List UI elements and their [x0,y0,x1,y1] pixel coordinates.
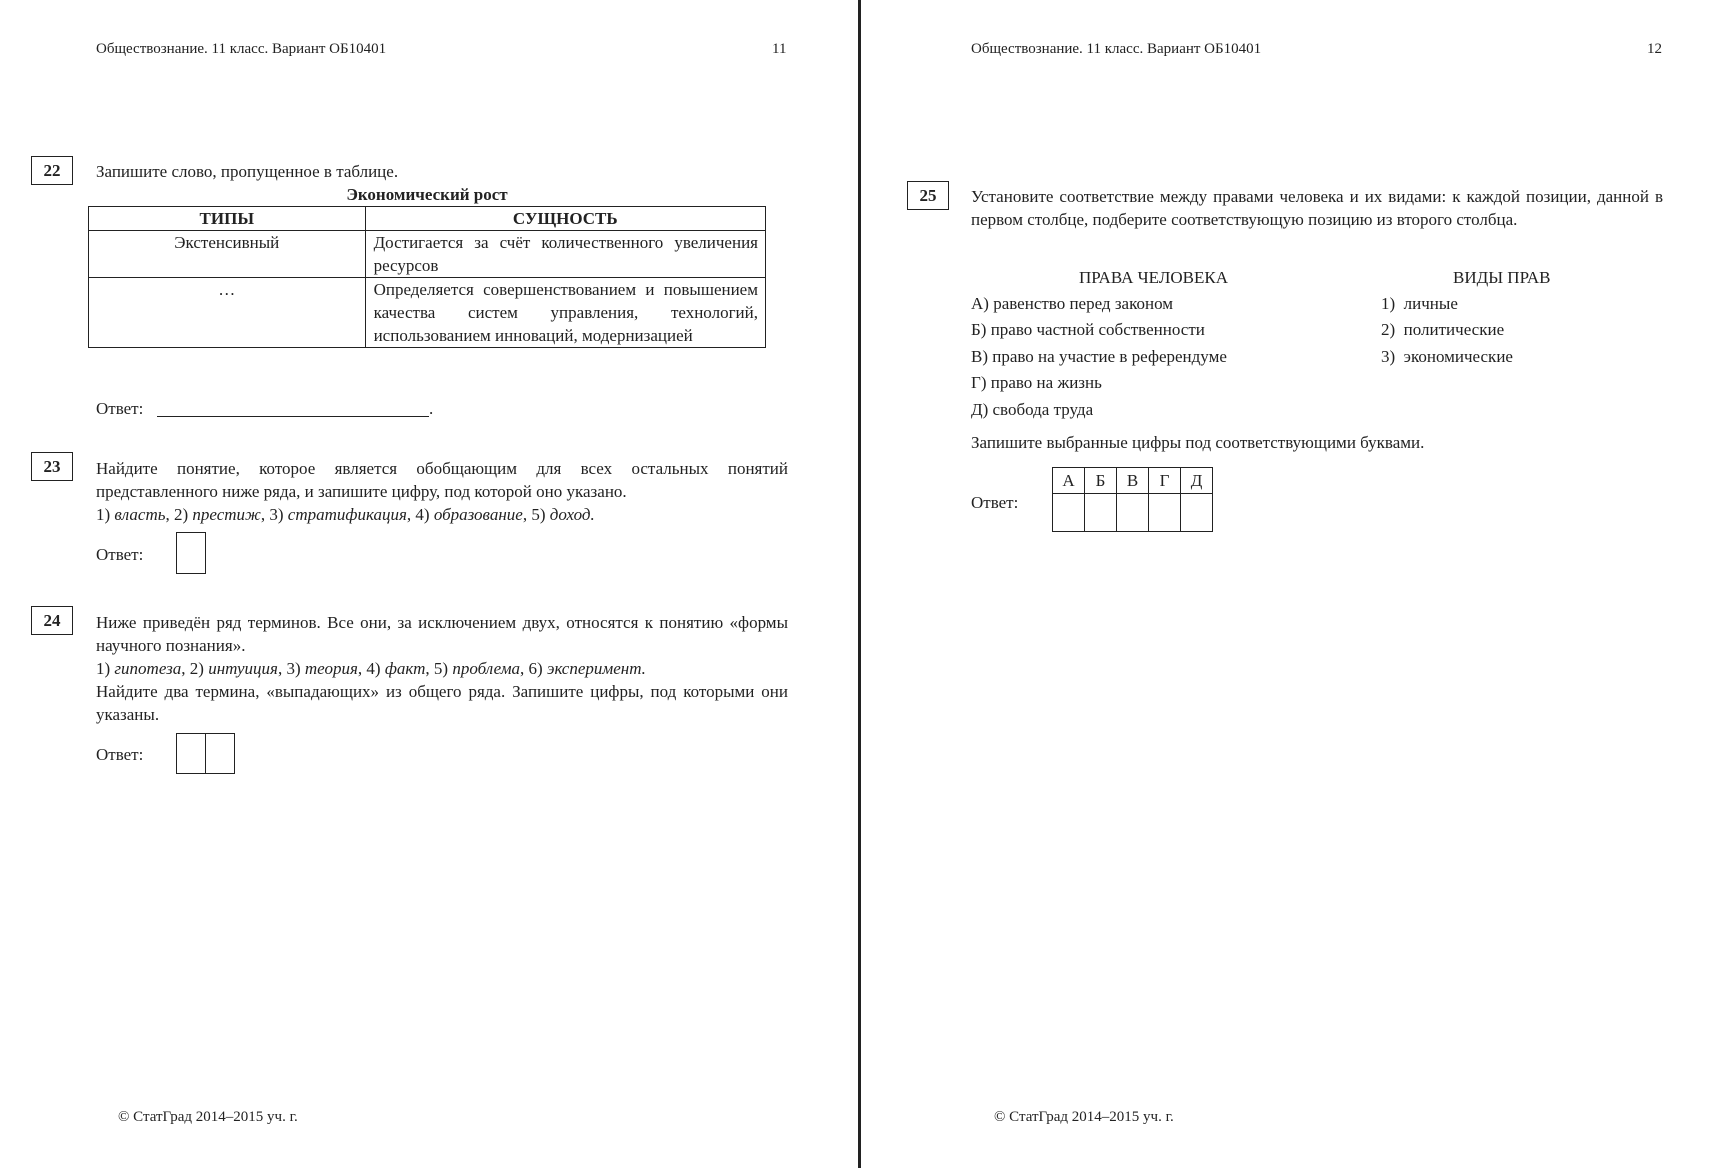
question-number-24: 24 [31,606,73,635]
grid-letter-v: В [1117,468,1149,494]
list-item: Д) свобода труда [971,400,1094,419]
page-number: 12 [1647,41,1662,57]
page-header: Обществознание. 11 класс. Вариант ОБ10401 [971,41,1262,57]
table-row [89,278,766,348]
q23-answer-label: Ответ: [96,545,144,564]
page-footer: © СтатГрад 2014–2015 уч. г. [994,1109,1174,1125]
page-number: 11 [772,41,787,57]
q22-table [88,206,766,348]
grid-answer-cell-d[interactable] [1181,494,1213,532]
q24-answer-box-2[interactable] [205,733,235,774]
q25-instruction: Запишите выбранные цифры под соответствующими буквами. [971,433,1425,452]
q22-prompt: Запишите слово, пропущенное в таблице. [96,162,399,181]
q22-row1-desc: Достигается за счёт количественного увеличения ресурсов [365,231,765,278]
page-footer: © СтатГрад 2014–2015 уч. г. [118,1109,298,1125]
q22-table-title: Экономический рост [346,185,508,204]
q22-answer-period: . [429,399,434,418]
q25-text: Установите соответствие между правами человека и их видами: к каждой позиции, данной в первом столбце, подберите соответствующую позицию из второго столбца. [971,187,1663,229]
table-row [89,231,766,278]
q24-options: 1) гипотеза, 2) интуиция, 3) теория, 4) факт, 5) проблема, 6) эксперимент. [96,659,646,678]
q22-answer-line[interactable] [157,416,429,417]
left-page [0,0,858,1168]
list-item: 3) экономические [1381,347,1513,366]
grid-answer-cell-a[interactable] [1053,494,1085,532]
list-item: 2) политические [1381,320,1505,339]
right-page [861,0,1718,1168]
list-item: А) равенство перед законом [971,294,1174,313]
grid-letter-g: Г [1149,468,1181,494]
q23-text: Найдите понятие, которое является обобщающим для всех остальных понятий представленного ниже ряда, и запишите цифру, под которой оно указано. [96,459,788,501]
q24-text2: Найдите два термина, «выпадающих» из общего ряда. Запишите цифры, под которыми они указаны. [96,682,788,724]
q22-row1-type: Экстенсивный [89,231,366,278]
q23-answer-box[interactable] [176,532,206,574]
question-number-22: 22 [31,156,73,185]
q23-options: 1) власть, 2) престиж, 3) стратификация, 4) образование, 5) доход. [96,505,595,524]
grid-letter-d: Д [1181,468,1213,494]
page-header: Обществознание. 11 класс. Вариант ОБ10401 [96,41,387,57]
grid-answer-cell-v[interactable] [1117,494,1149,532]
list-item: В) право на участие в референдуме [971,347,1227,366]
q25-left-heading: ПРАВА ЧЕЛОВЕКА [1079,268,1228,287]
q25-answer-label: Ответ: [971,493,1019,512]
grid-letter-b: Б [1085,468,1117,494]
q25-right-heading: ВИДЫ ПРАВ [1453,268,1551,287]
question-number-25: 25 [907,181,949,210]
q22-col-essence: СУЩНОСТЬ [365,207,765,231]
q22-row2-desc: Определяется совершенствованием и повышением качества систем управления, технологий, использованием инноваций, модернизацией [365,278,765,348]
q22-answer-label: Ответ: [96,399,144,418]
q25-answer-grid [1052,467,1213,532]
q22-col-types: ТИПЫ [89,207,366,231]
list-item: Б) право частной собственности [971,320,1205,339]
question-number-23: 23 [31,452,73,481]
grid-letter-a: А [1053,468,1085,494]
grid-answer-cell-b[interactable] [1085,494,1117,532]
q22-row2-type: … [89,278,366,348]
q24-text: Ниже приведён ряд терминов. Все они, за исключением двух, относятся к понятию «формы научного познания». [96,613,788,655]
q24-answer-label: Ответ: [96,745,144,764]
list-item: 1) личные [1381,294,1458,313]
grid-answer-cell-g[interactable] [1149,494,1181,532]
q24-answer-box-1[interactable] [176,733,206,774]
list-item: Г) право на жизнь [971,373,1102,392]
